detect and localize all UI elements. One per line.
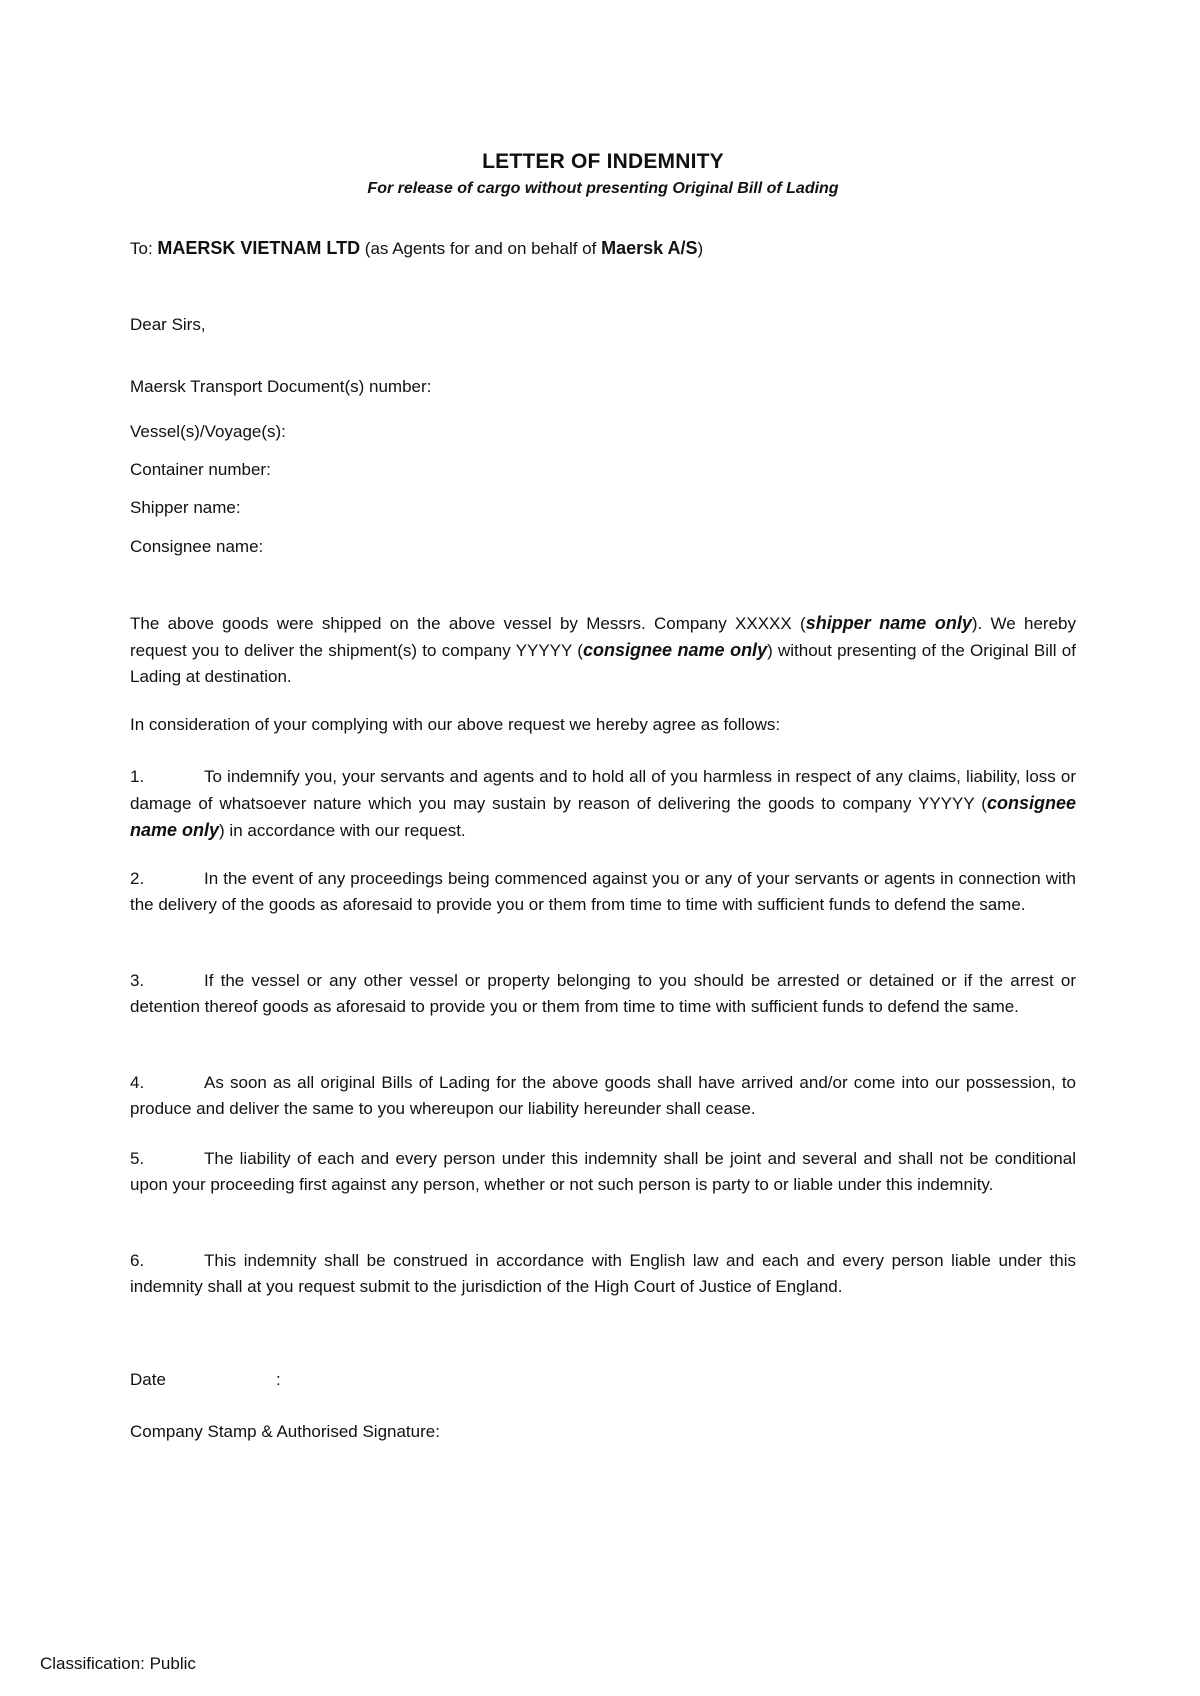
intro-paragraph bbox=[130, 610, 1076, 690]
consideration-paragraph: In consideration of your complying with our above request we hereby agree as follows: bbox=[130, 715, 781, 734]
clause-3 bbox=[130, 968, 1076, 1020]
addressee-middle: (as Agents for and on behalf of bbox=[360, 239, 602, 258]
date-line bbox=[130, 1370, 281, 1390]
clause-number: 6. bbox=[130, 1251, 145, 1270]
clause-text: To indemnify you, your servants and agents and to hold all of you harmless in respect of any claims, liability, loss or damage of whatsoever nature which you may sustain by reason of delivering the goods to company YYYYY ( bbox=[130, 767, 1076, 813]
intro-text-3: ) without presenting of the Original Bill of Lading at destination. bbox=[130, 641, 1076, 686]
signature-label: Company Stamp & Authorised Signature: bbox=[130, 1422, 440, 1441]
clause-2 bbox=[130, 866, 1076, 918]
addressee-line bbox=[130, 238, 703, 259]
clause-number: 1. bbox=[130, 767, 145, 786]
intro-emphasis-consignee: consignee name only bbox=[582, 640, 768, 660]
clause-number: 2. bbox=[130, 869, 145, 888]
addressee-principal: Maersk A/S bbox=[601, 238, 698, 258]
clause-text: In the event of any proceedings being commenced against you or any of your servants or agents in connection with the delivery of the goods as aforesaid to provide you or them from time to time with sufficient funds to defend the same. bbox=[130, 869, 1076, 914]
addressee-prefix: To: bbox=[130, 239, 158, 258]
clause-text-end: ) in accordance with our request. bbox=[219, 821, 466, 840]
clause-text: If the vessel or any other vessel or property belonging to you should be arrested or detained or if the arrest or detention thereof goods as aforesaid to provide you or them from time to time with sufficient funds to defend the same. bbox=[130, 971, 1076, 1016]
intro-emphasis-shipper: shipper name only bbox=[805, 613, 972, 633]
clause-number: 4. bbox=[130, 1073, 145, 1092]
clause-6 bbox=[130, 1248, 1076, 1300]
clause-text: This indemnity shall be construed in accordance with English law and each and every person liable under this indemnity shall at you request submit to the jurisdiction of the High Court of Justice of England. bbox=[130, 1251, 1076, 1296]
addressee-company: MAERSK VIETNAM LTD bbox=[157, 238, 361, 258]
intro-text-2: ). We hereby request you to deliver the shipment(s) to company YYYYY ( bbox=[130, 614, 1076, 660]
clause-5 bbox=[130, 1146, 1076, 1198]
salutation: Dear Sirs, bbox=[130, 315, 206, 334]
classification-footer: Classification: Public bbox=[40, 1654, 196, 1673]
date-colon: : bbox=[276, 1370, 281, 1389]
addressee-suffix: ) bbox=[697, 239, 704, 258]
clause-text: The liability of each and every person under this indemnity shall be joint and several and shall not be conditional upon your proceeding first against any person, whether or not such person is party to or liable under this indemnity. bbox=[130, 1149, 1076, 1194]
field-transport-document: Maersk Transport Document(s) number: bbox=[130, 377, 432, 396]
document-subtitle: For release of cargo without presenting Original Bill of Lading bbox=[367, 180, 839, 197]
clause-4 bbox=[130, 1070, 1076, 1122]
clause-number: 3. bbox=[130, 971, 145, 990]
intro-text-1: The above goods were shipped on the above vessel by Messrs. Company XXXXX ( bbox=[130, 614, 806, 633]
field-container-number: Container number: bbox=[130, 460, 271, 479]
date-label: Date bbox=[130, 1370, 166, 1389]
document-title: LETTER OF INDEMNITY bbox=[482, 150, 724, 173]
field-consignee-name: Consignee name: bbox=[130, 537, 264, 556]
field-shipper-name: Shipper name: bbox=[130, 498, 241, 517]
clause-text: As soon as all original Bills of Lading for the above goods shall have arrived and/or come into our possession, to produce and deliver the same to you whereupon our liability hereunder shall cease. bbox=[130, 1073, 1076, 1118]
clause-1 bbox=[130, 764, 1076, 844]
field-vessel-voyage: Vessel(s)/Voyage(s): bbox=[130, 422, 286, 441]
clause-number: 5. bbox=[130, 1149, 145, 1168]
clause-emphasis: consignee name only bbox=[130, 793, 1076, 840]
